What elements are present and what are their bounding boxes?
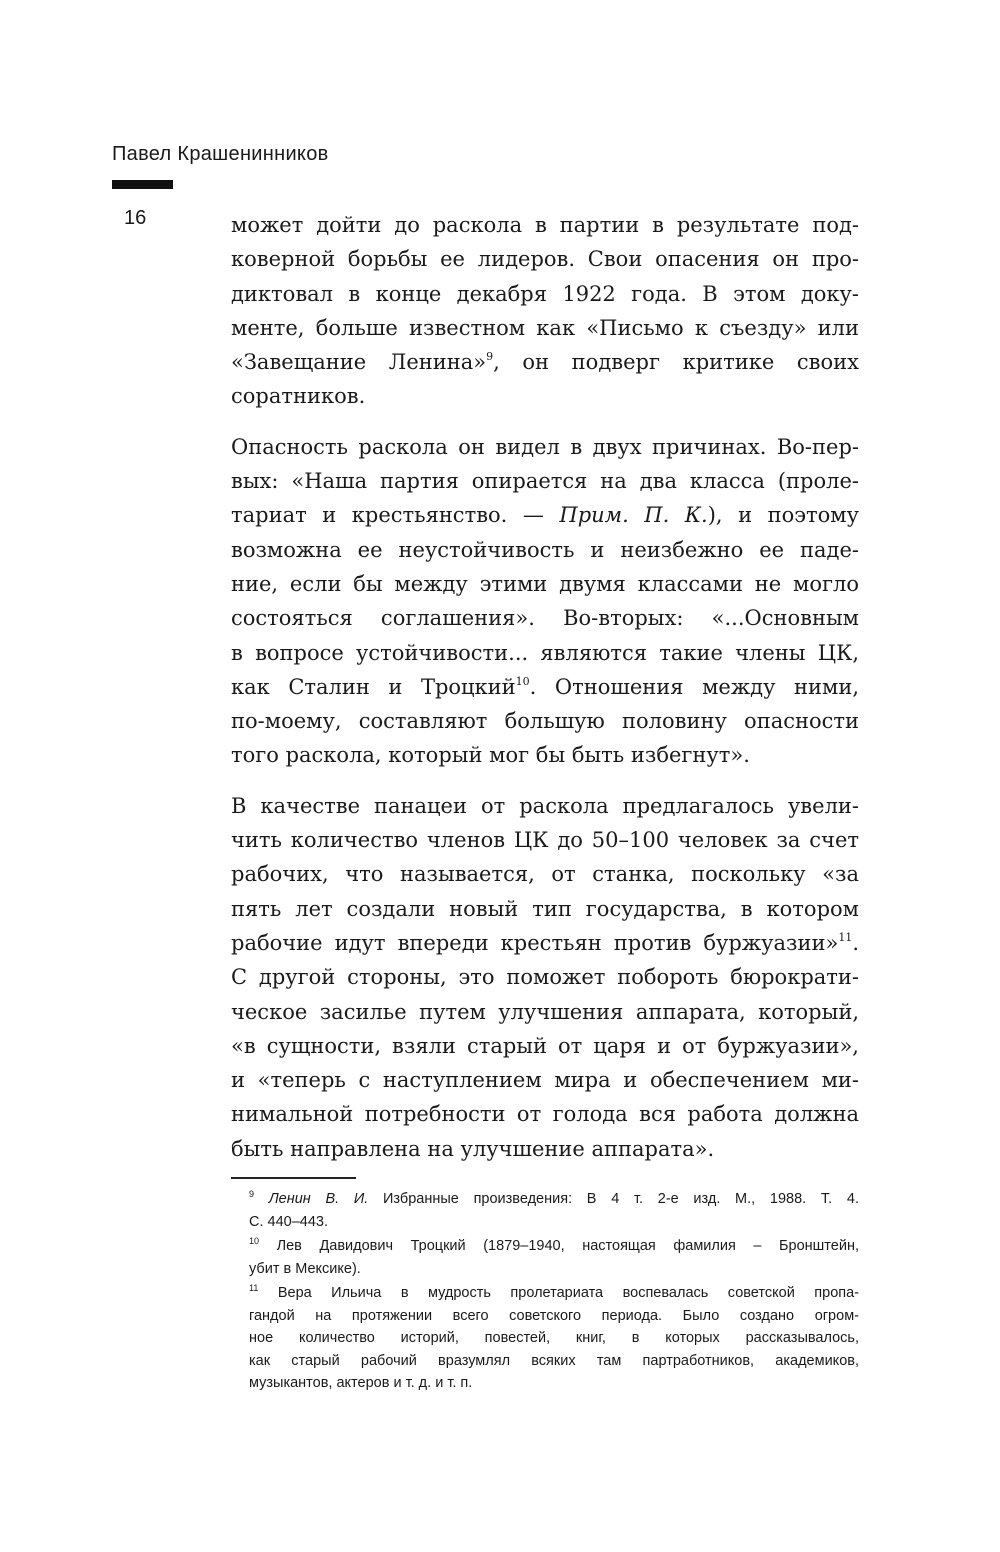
running-header-author: Павел Крашенинников	[112, 143, 329, 165]
footnote-line	[249, 1235, 859, 1258]
footnote-ref-11[interactable]: 11	[838, 930, 853, 944]
text-line: С другой стороны, это поможет побороть бюрократи-	[231, 965, 859, 990]
italic-note: Прим. П. К.	[559, 503, 708, 528]
text-line: пять лет создали новый тип государства, в котором	[231, 896, 859, 921]
text-line: рабочих, что называется, от станка, поскольку «за	[231, 862, 859, 887]
paragraph-2	[231, 430, 859, 773]
footnotes	[249, 1188, 859, 1397]
text-line: состояться соглашения». Во-вторых: «...Основным	[231, 606, 859, 631]
footnote-9	[249, 1188, 859, 1233]
text-segment: рабочие идут впереди крестьян против буржуазии»	[231, 930, 839, 955]
footnote-separator	[231, 1177, 356, 1179]
text-segment: , он подверг критике своих	[493, 350, 859, 375]
footnote-line	[249, 1282, 859, 1305]
footnote-line: С. 440–443.	[249, 1213, 329, 1230]
text-line	[231, 498, 859, 532]
header-rule-bar	[112, 180, 173, 189]
text-segment: Вера Ильича в мудрость пролетариата воспевалась советской пропа-	[258, 1285, 859, 1301]
footnote-11	[249, 1282, 859, 1395]
text-line: и «теперь с наступлением мира и обеспечением ми-	[231, 1068, 859, 1093]
footnote-line: убит в Мексике).	[249, 1260, 361, 1277]
footnote-number: 10	[249, 1236, 260, 1246]
paragraph-3	[231, 789, 859, 1166]
footnote-number: 9	[249, 1189, 255, 1199]
text-line: вых: «Наша партия опирается на два класса (проле-	[231, 469, 859, 494]
body-text	[231, 208, 859, 1182]
text-line: диктовал в конце декабря 1922 года. В этом доку-	[231, 281, 859, 306]
text-line: ческое засилье путем улучшения аппарата, который,	[231, 999, 859, 1024]
text-line: В качестве панацеи от раскола предлагалось увели-	[231, 793, 859, 818]
footnote-line: музыкантов, актеров и т. д. и т. п.	[249, 1375, 473, 1391]
footnote-ref-10[interactable]: 10	[515, 674, 530, 688]
text-line: Опасность раскола он видел в двух причинах. Во-пер-	[231, 434, 859, 459]
text-line	[231, 345, 859, 379]
footnote-line: гандой на протяжении всего советского периода. Было создано огром-	[249, 1307, 859, 1324]
text-line: по-моему, составляют большую половину опасности	[231, 709, 859, 734]
footnote-ref-9[interactable]: 9	[486, 350, 494, 364]
footnote-number: 11	[249, 1283, 259, 1293]
text-line	[231, 670, 859, 704]
text-line: в вопросе устойчивости... являются такие члены ЦК,	[231, 640, 859, 665]
text-line: ние, если бы между этими двумя классами не могло	[231, 571, 859, 596]
footnote-line: ное количество историй, повестей, книг, в которых рассказывалось,	[249, 1330, 859, 1346]
text-segment: Избранные произведения: В 4 т. 2-е изд. М., 1988. Т. 4.	[368, 1191, 859, 1207]
text-line: возможна ее неустойчивость и неизбежно ее паде-	[231, 537, 859, 562]
text-segment: тариат и крестьянство. —	[231, 503, 560, 528]
text-segment: . Отношения между ними,	[529, 674, 859, 699]
paragraph-1	[231, 208, 859, 414]
text-line: «в сущности, взяли старый от царя и от буржуазии»,	[231, 1033, 859, 1058]
text-segment: ), и поэтому	[707, 503, 859, 528]
footnote-author: Ленин В. И.	[268, 1191, 369, 1207]
footnote-line	[249, 1188, 859, 1211]
text-line: того раскола, который мог бы быть избегнут».	[231, 743, 750, 768]
text-line: нимальной потребности от голода вся работа должна	[231, 1102, 859, 1127]
text-line: менте, больше известном как «Письмо к съезду» или	[231, 315, 859, 340]
text-line	[231, 926, 859, 960]
text-line: соратников.	[231, 384, 366, 409]
text-line: чить количество членов ЦК до 50–100 человек за счет	[231, 828, 859, 853]
page-number: 16	[124, 207, 147, 229]
text-segment: Лев Давидович Троцкий (1879–1940, настоящая фамилия – Бронштейн,	[259, 1238, 859, 1254]
footnote-10	[249, 1235, 859, 1280]
text-segment: как Сталин и Троцкий	[231, 674, 516, 699]
text-line: коверной борьбы ее лидеров. Свои опасения он про-	[231, 247, 859, 272]
text-segment: «Завещание Ленина»	[231, 350, 487, 375]
footnote-line: как старый рабочий вразумлял всяких там партработников, академиков,	[249, 1352, 859, 1369]
text-segment: .	[852, 930, 859, 955]
text-line: может дойти до раскола в партии в результате под-	[231, 213, 859, 237]
text-line: быть направлена на улучшение аппарата».	[231, 1136, 715, 1161]
